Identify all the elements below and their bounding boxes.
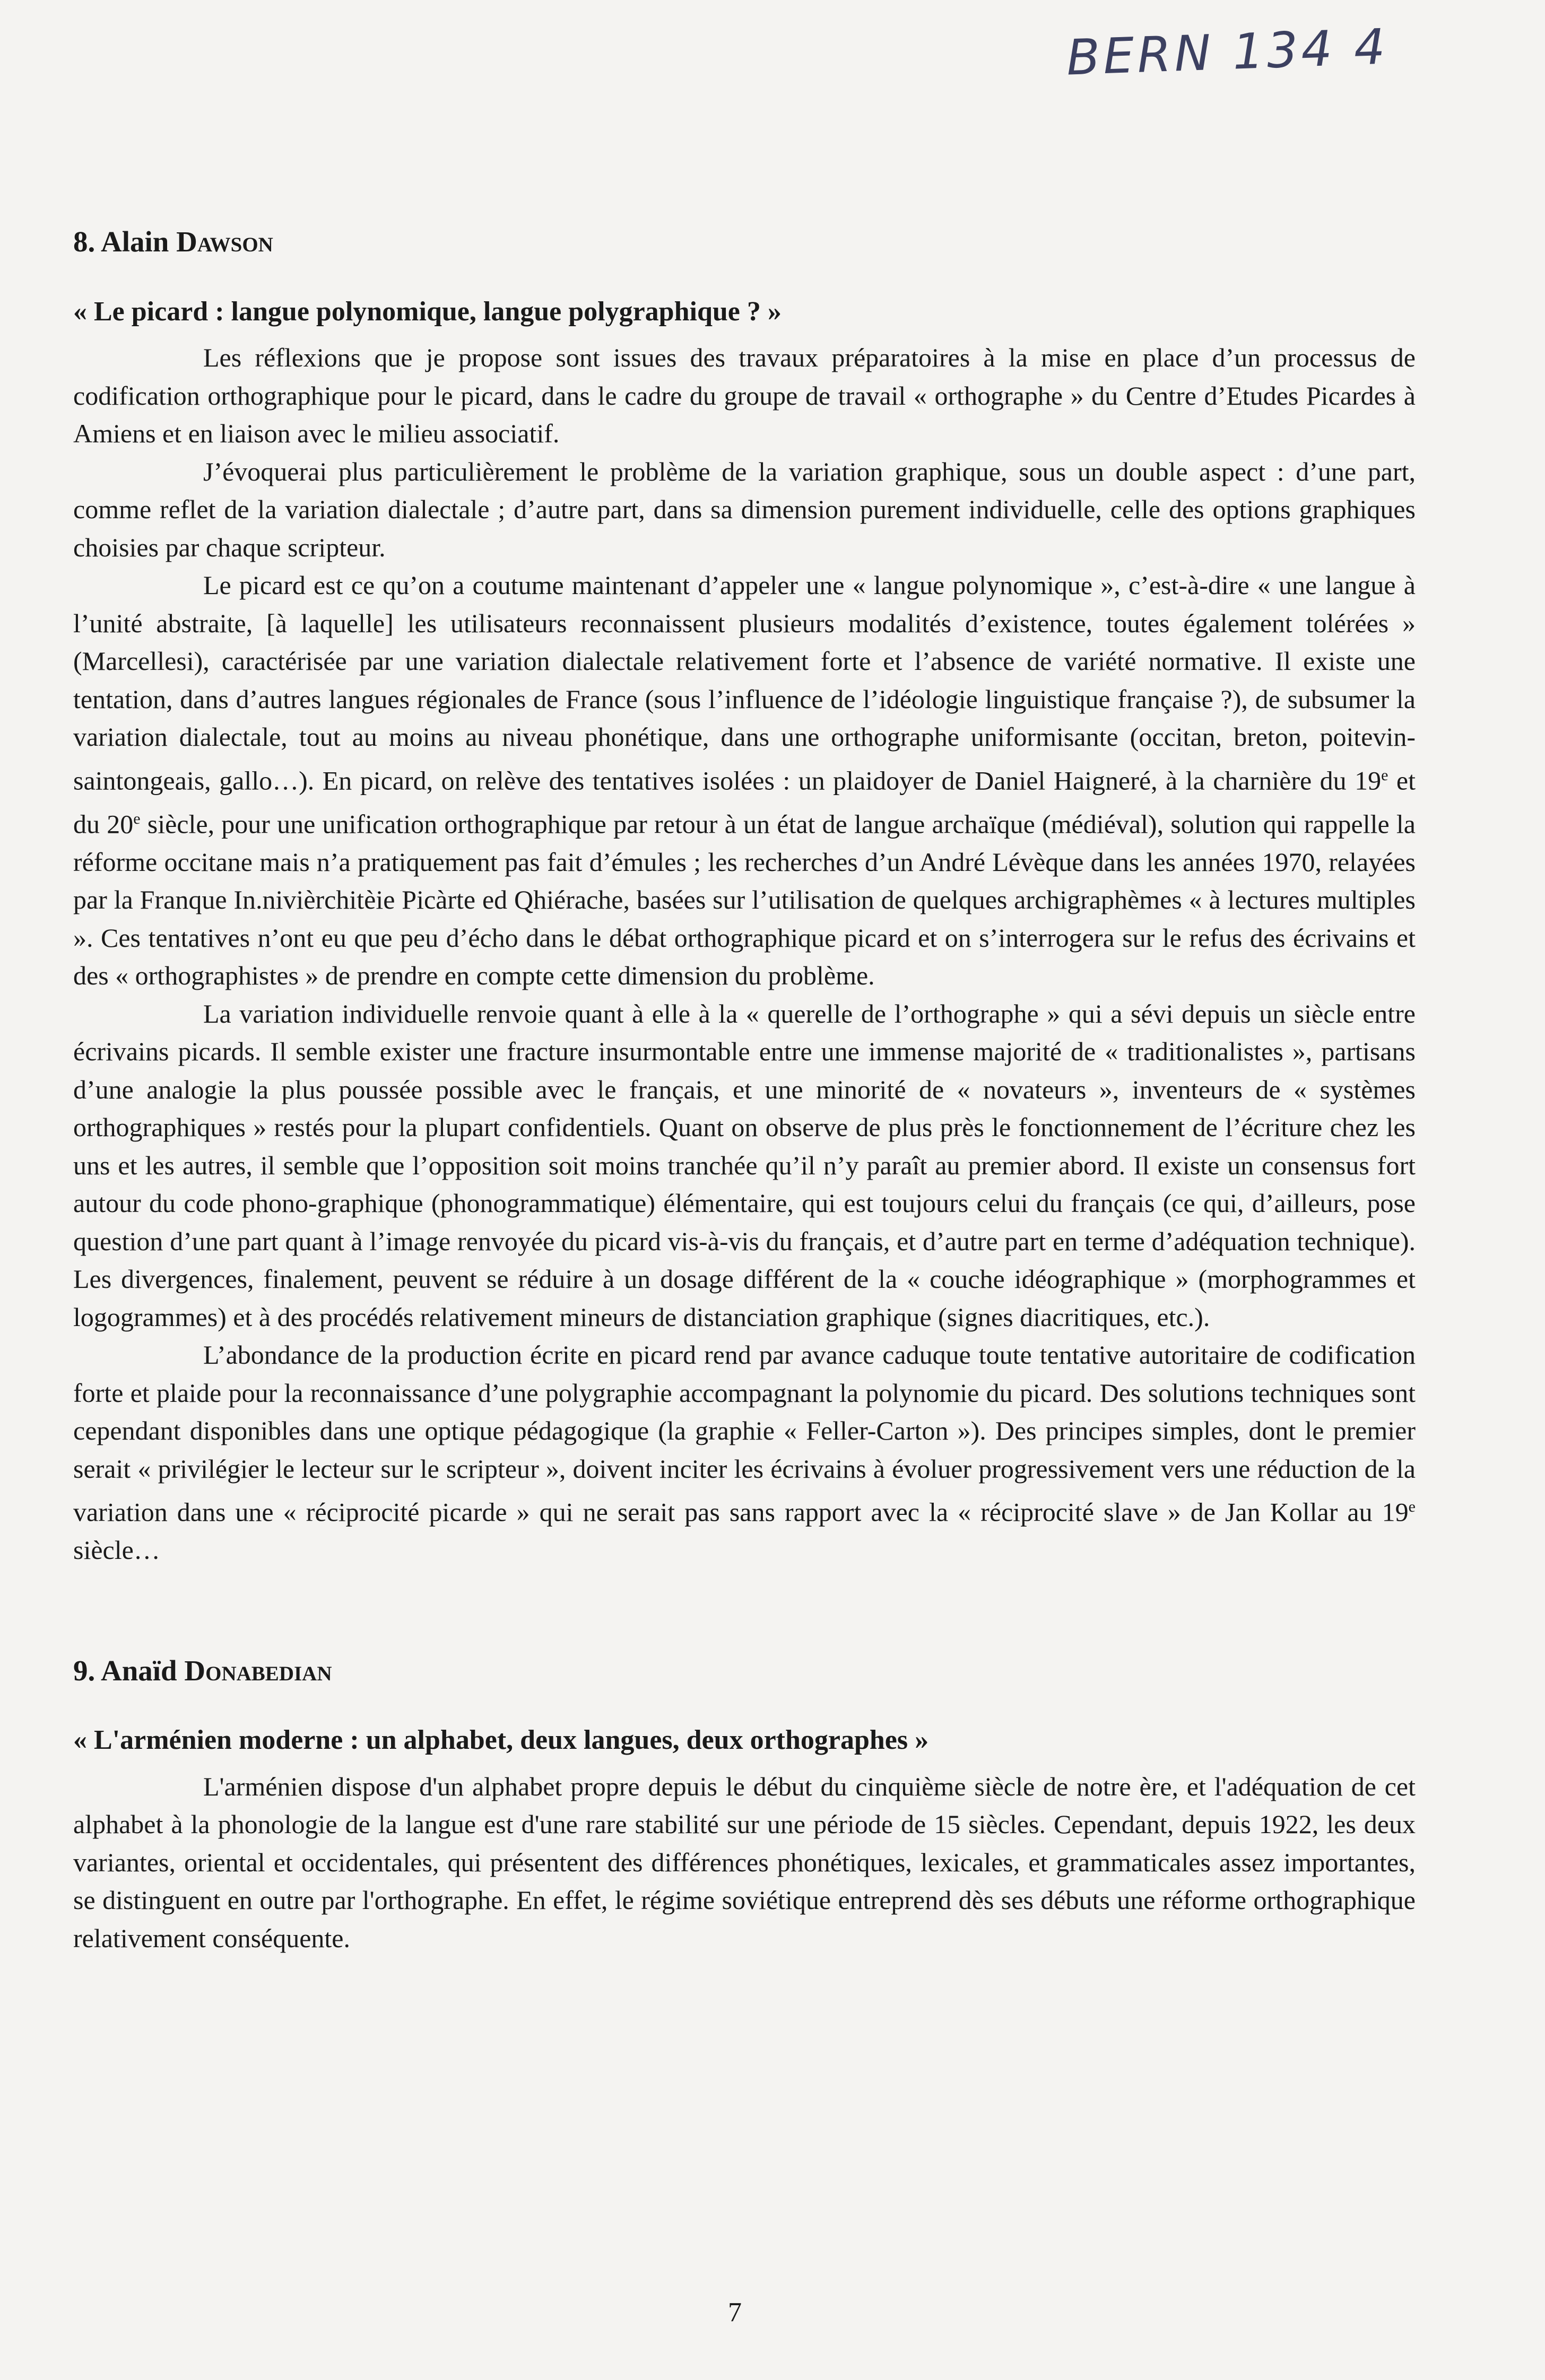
paragraph: L'arménien dispose d'un alphabet propre depuis le début du cinquième siècle de notre ère, et l'adéquation de cet alphabet à la phonologie de la langue est d'une rare stabilité sur une période de 15 siècles. Cependant, depuis 1922, les deux variantes, oriental et occidentales, qui présentent des différences phonétiques, lexicales, et grammaticales assez importantes, se distinguent en outre par l'orthographe. En effet, le régime soviétique entreprend dès ses débuts une réforme orthographique relativement conséquente. — [73, 1771, 1416, 1953]
author-last-name: Donabedian — [184, 1654, 332, 1687]
page-content — [73, 223, 1416, 1957]
paragraph: Les réflexions que je propose sont issues des travaux préparatoires à la mise en place d’un processus de codification orthographique pour le picard, dans le cadre du groupe de travail « orthographe » du Centre d’Etudes Picardes à Amiens et en liaison avec le milieu associatif. — [73, 343, 1416, 448]
section-number: 9. — [73, 1654, 96, 1687]
paragraph: Le picard est ce qu’on a coutume maintenant d’appeler une « langue polynomique », c’est-à-dire « une langue à l’unité abstraite, [à laquelle] les utilisateurs reconnaissent plusieurs modalités d’existence, toutes également tolérées » (Marcellesi), caractérisée par une variation dialectale relativement forte et l’absence de variété normative. Il existe une tentation, dans d’autres langues régionales de France (sous l’influence de l’idéologie linguistique française ?), de subsumer la variation dialectale, tout au moins au niveau phonétique, dans une orthographe uniformisante (occitan, breton, poitevin-saintongeais, gallo…). En picard, on relève des tentatives isolées : un plaidoyer de Daniel Haigneré, à la charnière du 19e et du 20e siècle, pour une unification orthographique par retour à un état de langue archaïque (médiéval), solution qui rappelle la réforme occitane mais n’a pratiquement pas fait d’émules ; les recherches d’un André Lévèque dans les années 1970, relayées par la Franque In.nivièrchitèie Picàrte ed Qhiérache, basées sur l’utilisation de quelques archigraphèmes « à lectures multiples ». Ces tentatives n’ont eu que peu d’écho dans le débat orthographique picard et on s’interrogera sur le refus des écrivains et des « orthographistes » de prendre en compte cette dimension du problème. — [73, 570, 1416, 991]
section-heading-9 — [73, 1652, 1416, 1690]
paragraph: L’abondance de la production écrite en picard rend par avance caduque toute tentative autoritaire de codification forte et plaide pour la reconnaissance d’une polygraphie accompagnant la polynomie du picard. Des solutions techniques sont cependant disponibles dans une optique pédagogique (la graphie « Feller-Carton »). Des principes simples, dont le premier serait « privilégier le lecteur sur le scripteur », doivent inciter les écrivains à évoluer progressivement vers une réduction de la variation dans une « réciprocité picarde » qui ne serait pas sans rapport avec la « réciprocité slave » de Jan Kollar au 19e siècle… — [73, 1340, 1416, 1565]
paragraph: La variation individuelle renvoie quant à elle à la « querelle de l’orthographe » qui a sévi depuis un siècle entre écrivains picards. Il semble exister une fracture insurmontable entre une immense majorité de « traditionalistes », partisans d’une analogie la plus poussée possible avec le français, et une minorité de « novateurs », inventeurs de « systèmes orthographiques » restés pour la plupart confidentiels. Quant on observe de plus près le fonctionnement de l’écriture chez les uns et les autres, il semble que l’opposition soit moins tranchée qu’il n’y paraît au premier abord. Il existe un consensus fort autour du code phono-graphique (phonogrammatique) élémentaire, qui est toujours celui du français (ce qui, d’ailleurs, pose question d’une part quant à l’image renvoyée du picard vis-à-vis du français, et d’autre part en terme d’adéquation technique). Les divergences, finalement, peuvent se réduire à un dosage différent de la « couche idéographique » (morphogrammes et logogrammes) et à des procédés relativement mineurs de distanciation graphique (signes diacritiques, etc.). — [73, 998, 1416, 1332]
author-first-name: Alain — [100, 225, 169, 258]
author-first-name: Anaïd — [100, 1654, 177, 1687]
paragraph: J’évoquerai plus particulièrement le problème de la variation graphique, sous un double aspect : d’une part, comme reflet de la variation dialectale ; d’autre part, dans sa dimension purement individuelle, celle des options graphiques choisies par chaque scripteur. — [73, 456, 1416, 562]
handwritten-annotation: BERN 134 4 — [1065, 18, 1390, 86]
section-heading-8 — [73, 223, 1416, 261]
section-number: 8. — [73, 225, 96, 258]
page-number: 7 — [728, 2297, 742, 2327]
section-title-9: « L'arménien moderne : un alphabet, deux langues, deux orthographes » — [73, 1725, 929, 1756]
section-title-8: « Le picard : langue polynomique, langue polygraphique ? » — [73, 296, 782, 327]
author-last-name: Dawson — [176, 225, 273, 258]
